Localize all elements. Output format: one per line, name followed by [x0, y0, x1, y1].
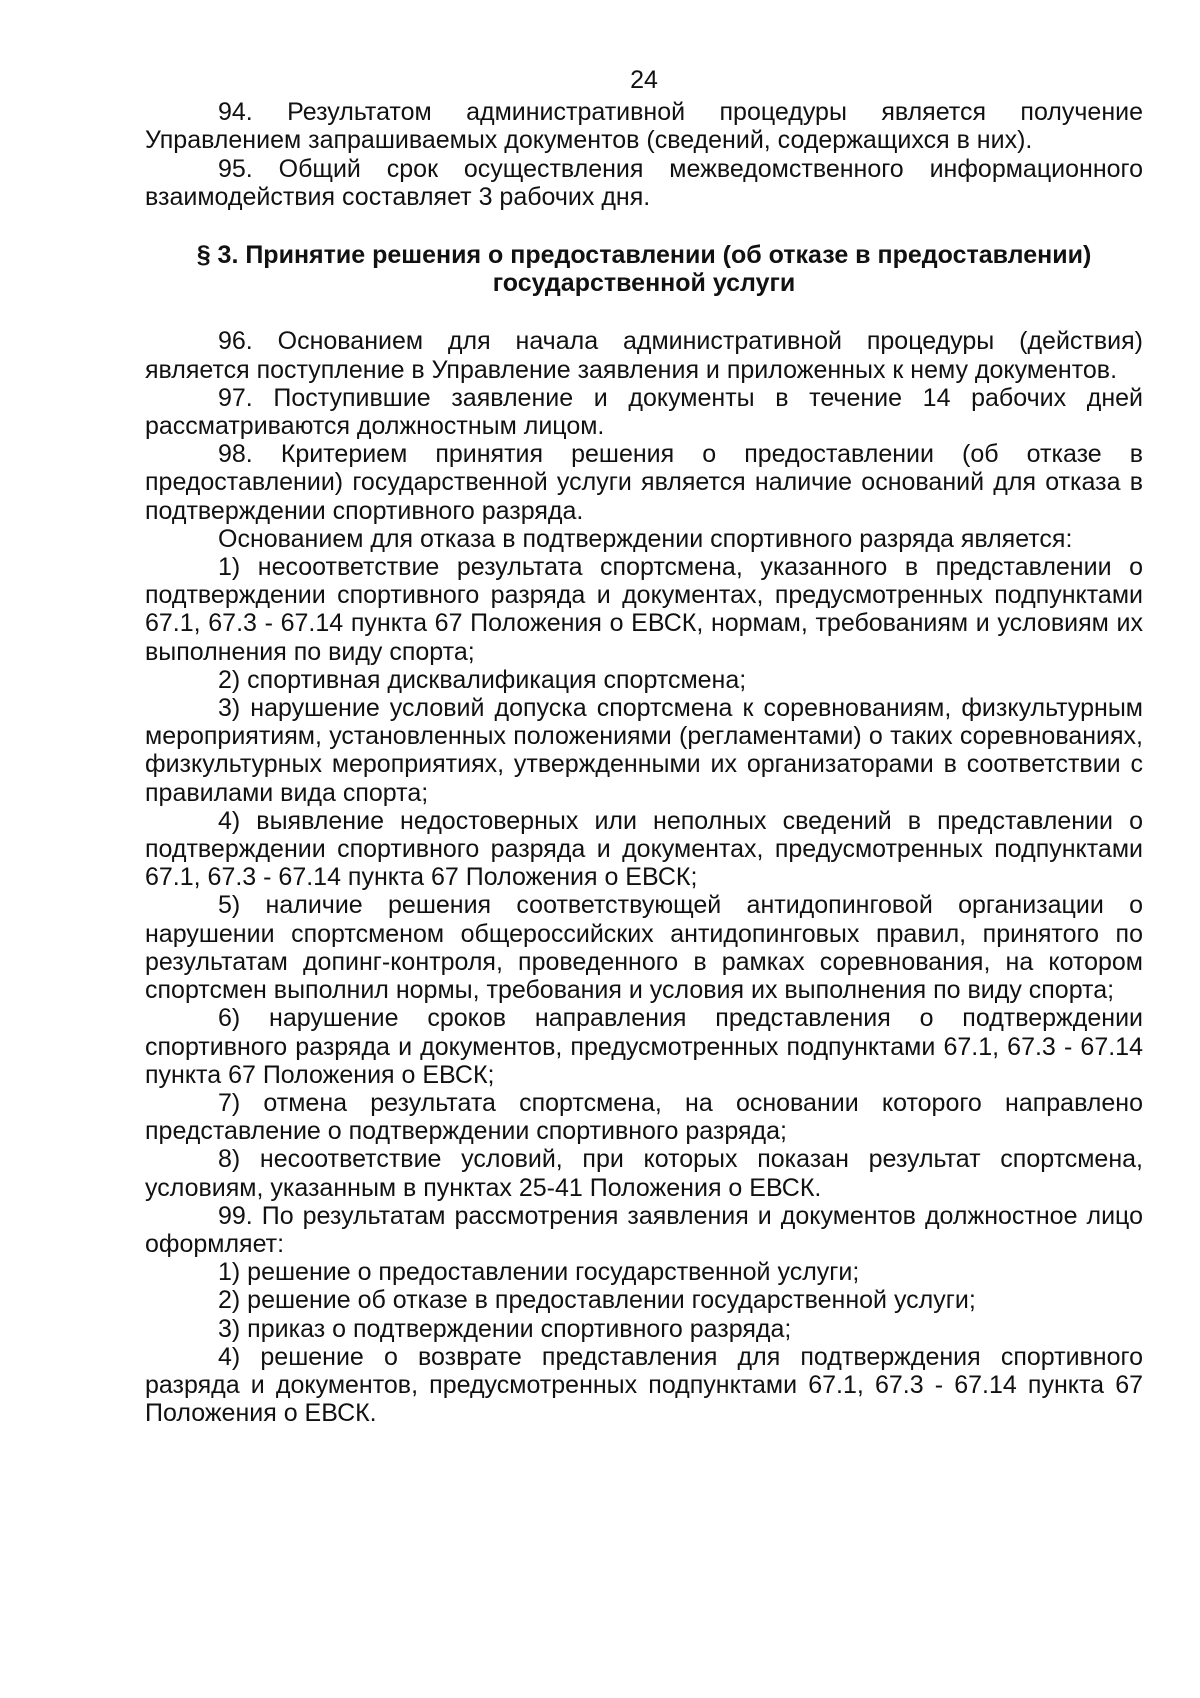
paragraph-99: 99. По результатам рассмотрения заявления и документов должностное лицо оформляет: — [145, 1201, 1143, 1258]
paragraph-97: 97. Поступившие заявление и документы в течение 14 рабочих дней рассматриваются должностным лицом. — [145, 383, 1143, 441]
refusal-grounds-intro: Основанием для отказа в подтверждении спортивного разряда является: — [218, 524, 1073, 553]
refusal-ground-3: 3) нарушение условий допуска спортсмена к соревнованиям, физкультурным мероприятиям, установленных положениями (регламентами) о таких соревнованиях, физкультурных мероприятиях, утвержденными их организаторами в соответствии с правилами вида спорта; — [145, 694, 1143, 807]
refusal-ground-4: 4) выявление недостоверных или неполных сведений в представлении о подтверждении спортивного разряда и документах, предусмотренных подпунктами 67.1, 67.3 - 67.14 пункта 67 Положения о ЕВСК; — [145, 806, 1143, 892]
page-number: 24 — [630, 66, 658, 94]
refusal-ground-7: 7) отмена результата спортсмена, на основании которого направлено представление о подтверждении спортивного разряда; — [145, 1088, 1143, 1146]
paragraph-94: 94. Результатом административной процедуры является получение Управлением запрашиваемых документов (сведений, содержащихся в них). — [145, 98, 1143, 155]
refusal-ground-6: 6) нарушение сроков направления представления о подтверждении спортивного разряда и документов, предусмотренных подпунктами 67.1, 67.3 - 67.14 пункта 67 Положения о ЕВСК; — [145, 1004, 1143, 1089]
document-page — [145, 66, 1143, 1427]
refusal-ground-1: 1) несоответствие результата спортсмена, указанного в представлении о подтверждении спортивного разряда и документах, предусмотренных подпунктами 67.1, 67.3 - 67.14 пункта 67 Положения о ЕВСК, нормам, требованиям и условиям их выполнения по виду спорта; — [145, 553, 1143, 666]
refusal-ground-8: 8) несоответствие условий, при которых показан результат спортсмена, условиям, указанным в пунктах 25-41 Положения о ЕВСК. — [145, 1145, 1143, 1202]
outcome-item-4: 4) решение о возврате представления для подтверждения спортивного разряда и документов, предусмотренных подпунктами 67.1, 67.3 - 67.14 пункта 67 Положения о ЕВСК. — [145, 1342, 1143, 1428]
paragraph-95: 95. Общий срок осуществления межведомственного информационного взаимодействия составляет 3 рабочих дня. — [145, 154, 1143, 211]
paragraph-98: 98. Критерием принятия решения о предоставлении (об отказе в предоставлении) государственной услуги является наличие оснований для отказа в подтверждении спортивного разряда. — [145, 440, 1143, 525]
section-heading: § 3. Принятие решения о предоставлении (об отказе в предоставлении) государственной услуги — [196, 241, 1092, 298]
outcome-item-2: 2) решение об отказе в предоставлении государственной услуги; — [218, 1286, 976, 1315]
outcome-item-1: 1) решение о предоставлении государственной услуги; — [218, 1258, 860, 1287]
outcome-item-3: 3) приказ о подтверждении спортивного разряда; — [218, 1314, 792, 1343]
refusal-ground-2: 2) спортивная дисквалификация спортсмена; — [218, 665, 747, 694]
paragraph-96: 96. Основанием для начала административной процедуры (действия) является поступление в Управление заявления и приложенных к нему документов. — [145, 327, 1143, 384]
refusal-ground-5: 5) наличие решения соответствующей антидопинговой организации о нарушении спортсменом общероссийских антидопинговых правил, принятого по результатам допинг-контроля, проведенного в рамках соревнования, на котором спортсмен выполнил нормы, требования и условия их выполнения по виду спорта; — [145, 891, 1143, 1005]
